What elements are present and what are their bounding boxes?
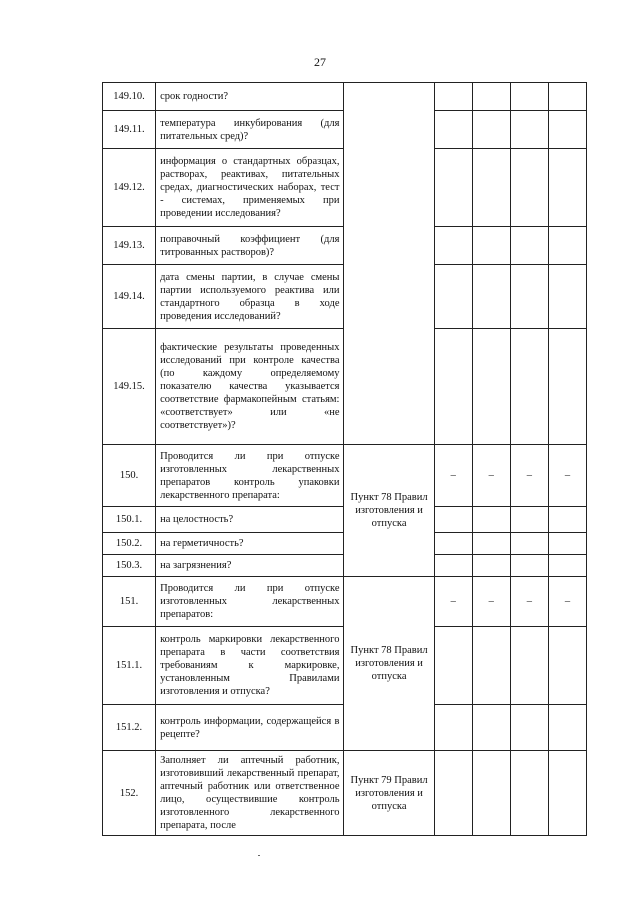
row-question: на целостность? <box>156 507 344 533</box>
dash-cell: – <box>434 577 472 627</box>
check-cell[interactable] <box>472 227 510 265</box>
row-number: 150.2. <box>103 533 156 555</box>
check-cell[interactable] <box>548 329 586 445</box>
row-number: 149.15. <box>103 329 156 445</box>
dash-cell: – <box>548 445 586 507</box>
check-cell[interactable] <box>434 111 472 149</box>
check-cell[interactable] <box>510 111 548 149</box>
check-cell[interactable] <box>510 227 548 265</box>
row-question: дата смены партии, в случае смены партии используемого реактива или стандартного образца в ходе проведения исследований? <box>156 265 344 329</box>
row-number: 149.12. <box>103 149 156 227</box>
check-cell[interactable] <box>472 705 510 751</box>
check-cell[interactable] <box>510 265 548 329</box>
check-cell[interactable] <box>434 329 472 445</box>
row-question: поправочный коэффициент (для титрованных растворов)? <box>156 227 344 265</box>
check-cell[interactable] <box>510 555 548 577</box>
check-cell[interactable] <box>434 705 472 751</box>
check-cell[interactable] <box>510 705 548 751</box>
row-question: информация о стандартных образцах, растворах, реактивах, питательных средах, диагностических наборах, тест - системах, применяемых при проведении исследования? <box>156 149 344 227</box>
dash-cell: – <box>472 445 510 507</box>
check-cell[interactable] <box>434 627 472 705</box>
check-cell[interactable] <box>548 83 586 111</box>
check-cell[interactable] <box>548 227 586 265</box>
row-number: 150. <box>103 445 156 507</box>
row-question: температура инкубирования (для питательных сред)? <box>156 111 344 149</box>
row-number: 151.2. <box>103 705 156 751</box>
row-number: 149.13. <box>103 227 156 265</box>
row-question: срок годности? <box>156 83 344 111</box>
check-cell[interactable] <box>510 507 548 533</box>
table-row <box>103 751 587 836</box>
check-cell[interactable] <box>548 265 586 329</box>
check-cell[interactable] <box>548 705 586 751</box>
table-row <box>103 445 587 507</box>
check-cell[interactable] <box>434 751 472 836</box>
check-cell[interactable] <box>548 507 586 533</box>
row-number: 152. <box>103 751 156 836</box>
reference-cell: Пункт 78 Правил изготовления и отпуска <box>344 445 434 577</box>
check-cell[interactable] <box>510 627 548 705</box>
page-number: 27 <box>314 55 326 69</box>
check-cell[interactable] <box>510 329 548 445</box>
check-cell[interactable] <box>548 627 586 705</box>
dash-cell: – <box>472 577 510 627</box>
dash-cell: – <box>434 445 472 507</box>
check-cell[interactable] <box>472 555 510 577</box>
table-row <box>103 83 587 111</box>
dash-cell: – <box>510 577 548 627</box>
check-cell[interactable] <box>434 149 472 227</box>
row-question: контроль маркировки лекарственного препарата в части соответствия требованиям к маркировке, установленным Правилами изготовления и отпуска? <box>156 627 344 705</box>
reference-cell-empty <box>344 83 434 445</box>
row-number: 149.10. <box>103 83 156 111</box>
scan-speck <box>258 855 260 856</box>
row-number: 151. <box>103 577 156 627</box>
dash-cell: – <box>548 577 586 627</box>
reference-cell: Пункт 79 Правил изготовления и отпуска <box>344 751 434 836</box>
check-cell[interactable] <box>472 149 510 227</box>
check-cell[interactable] <box>548 555 586 577</box>
row-number: 151.1. <box>103 627 156 705</box>
row-number: 150.1. <box>103 507 156 533</box>
check-cell[interactable] <box>472 507 510 533</box>
check-cell[interactable] <box>548 751 586 836</box>
checklist-table <box>102 82 587 836</box>
row-question: на герметичность? <box>156 533 344 555</box>
check-cell[interactable] <box>434 555 472 577</box>
row-question: Заполняет ли аптечный работник, изготовивший лекарственный препарат, аптечный работник или ответственное лицо, осуществившие контроль изготовленного лекарственного препарата, после <box>156 751 344 836</box>
check-cell[interactable] <box>472 111 510 149</box>
row-question: контроль информации, содержащейся в рецепте? <box>156 705 344 751</box>
check-cell[interactable] <box>472 329 510 445</box>
check-cell[interactable] <box>548 149 586 227</box>
check-cell[interactable] <box>472 265 510 329</box>
dash-cell: – <box>510 445 548 507</box>
check-cell[interactable] <box>434 83 472 111</box>
check-cell[interactable] <box>510 751 548 836</box>
check-cell[interactable] <box>434 507 472 533</box>
check-cell[interactable] <box>510 533 548 555</box>
check-cell[interactable] <box>548 111 586 149</box>
row-question: фактические результаты проведенных исследований при контроле качества (по каждому определяемому показателю качества указывается соответствие фармакопейным статьям: «соответствует» или «не соответствует»)? <box>156 329 344 445</box>
check-cell[interactable] <box>510 83 548 111</box>
check-cell[interactable] <box>472 751 510 836</box>
row-question: Проводится ли при отпуске изготовленных лекарственных препаратов: <box>156 577 344 627</box>
check-cell[interactable] <box>434 265 472 329</box>
check-cell[interactable] <box>472 83 510 111</box>
check-cell[interactable] <box>472 533 510 555</box>
check-cell[interactable] <box>510 149 548 227</box>
row-question: Проводится ли при отпуске изготовленных лекарственных препаратов контроль упаковки лекарственного препарата: <box>156 445 344 507</box>
row-number: 149.11. <box>103 111 156 149</box>
row-question: на загрязнения? <box>156 555 344 577</box>
check-cell[interactable] <box>434 227 472 265</box>
table-row <box>103 577 587 627</box>
reference-cell: Пункт 78 Правил изготовления и отпуска <box>344 577 434 751</box>
check-cell[interactable] <box>434 533 472 555</box>
check-cell[interactable] <box>548 533 586 555</box>
check-cell[interactable] <box>472 627 510 705</box>
row-number: 149.14. <box>103 265 156 329</box>
row-number: 150.3. <box>103 555 156 577</box>
